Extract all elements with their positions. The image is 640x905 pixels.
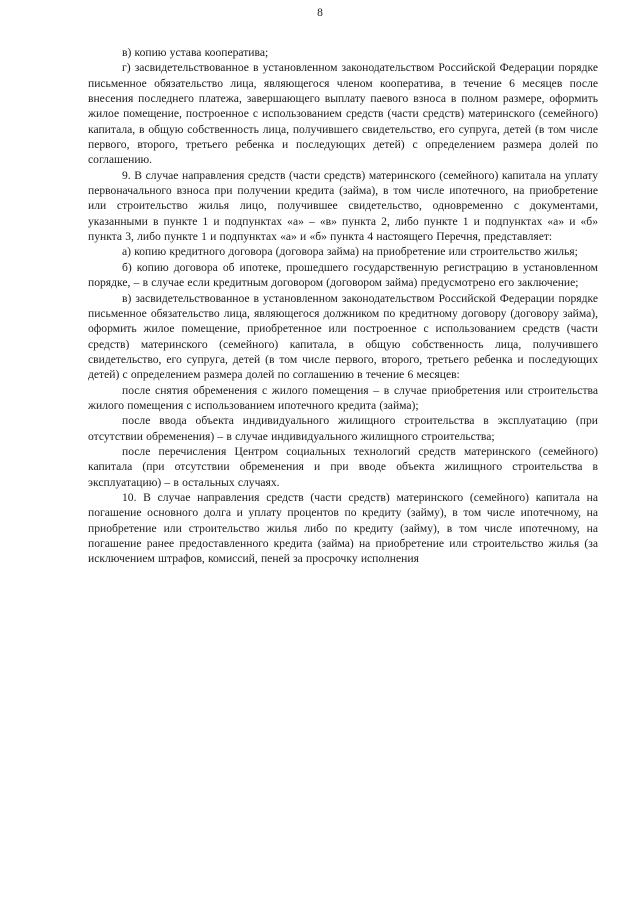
paragraph-mortgage-agreement-copy: б) копию договора об ипотеке, прошедшего государственную регистрацию в установленном порядке, – в случае если кредитным договором (договором займа) предусмотрено его заключение; xyxy=(88,260,598,290)
paragraph-after-transfer: после перечисления Центром социальных технологий средств материнского (семейного) капитала (при отсутствии обременения и при вводе объекта жилищного строительства в эксплуатацию) – в остальных случаях. xyxy=(88,444,598,489)
paragraph-after-commissioning: после ввода объекта индивидуального жилищного строительства в эксплуатацию (при отсутствии обременения) – в случае индивидуального жилищного строительства; xyxy=(88,414,598,443)
paragraph-item-10: 10. В случае направления средств (части средств) материнского (семейного) капитала на погашение основного долга и уплату процентов по кредиту (займу), в том числе ипотечному, на приобретение или строительство жилья либо по кредиту (займу), в том числе ипотечному, на погашение ранее предоставленного кредита (займа) на приобретение или строительство жилья (за исключением штрафов, комиссий, пеней за просрочку исполнения xyxy=(88,490,598,566)
paragraph-after-encumbrance-removal: после снятия обременения с жилого помещения – в случае приобретения или строительства жилого помещения с использованием ипотечного кредита (займа); xyxy=(88,383,598,412)
paragraph-loan-agreement-copy: а) копию кредитного договора (договора займа) на приобретение или строительство жилья; xyxy=(122,245,578,259)
paragraph-charter-copy: в) копию устава кооператива; xyxy=(122,46,269,59)
document-body xyxy=(88,45,598,567)
paragraph-cooperative-obligation: г) засвидетельствованное в установленном законодательством Российской Федерации порядке письменное обязательство лица, являющегося членом кооператива, в течение 6 месяцев после внесения последнего платежа, завершающего выплату паевого взноса в полном размере, оформить жилое помещение, построенное с использованием средств (части средств) материнского (семейного) капитала, в общую собственность лица, получившего свидетельство, его супруга, детей (в том числе первого, второго, третьего ребенка и последующих детей) с определением размера долей по соглашению. xyxy=(88,61,598,167)
paragraph-debtor-obligation: в) засвидетельствованное в установленном законодательством Российской Федерации порядке письменное обязательство лица, являющегося должником по кредитному договору (договору займа), оформить жилое помещение, приобретенное или построенное с использованием средств (части средств) материнского (семейного) капитала, в общую собственность лица, получившего свидетельство, его супруга, детей (в том числе первого, второго, третьего ребенка и последующих детей) с определением размера долей по соглашению в течение 6 месяцев: xyxy=(88,291,598,382)
page-number: 8 xyxy=(317,7,323,19)
paragraph-item-9: 9. В случае направления средств (части средств) материнского (семейного) капитала на уплату первоначального взноса при получении кредита (займа), в том числе ипотечного, на приобретение или строительство жилья лицо, получившее свидетельство, одновременно с документами, указанными в пункте 1 и подпунктах «а» – «в» пункта 2, либо пункте 1 и подпунктах «а» и «б» пункта 3, либо пункте 1 и подпунктах «а» и «б» пункта 4 настоящего Перечня, представляет: xyxy=(88,168,598,244)
